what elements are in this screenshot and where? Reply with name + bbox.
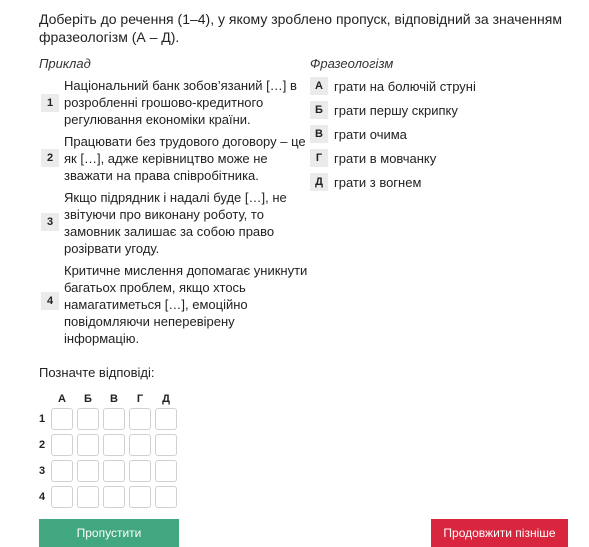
answer-cell-4-b[interactable]	[77, 486, 99, 508]
answer-cell-3-h[interactable]	[129, 460, 151, 482]
answer-cell-1-d[interactable]	[155, 408, 177, 430]
answer-cell-2-d[interactable]	[155, 434, 177, 456]
grid-column-header: А	[58, 393, 66, 405]
phrase-letter: Г	[310, 149, 328, 167]
grid-row-label: 4	[39, 491, 46, 503]
example-item-2	[39, 133, 307, 184]
answer-cell-3-d[interactable]	[155, 460, 177, 482]
example-text: Якщо підрядник і надалі буде […], не звітуючи про виконану роботу, то замовник залишає за собою право розірвати угоду.	[64, 190, 287, 256]
example-number: 1	[41, 94, 59, 112]
grid-column-header: Д	[162, 393, 170, 405]
phrase-text: грати першу скрипку	[334, 103, 458, 118]
answer-cell-1-h[interactable]	[129, 408, 151, 430]
answer-cell-2-a[interactable]	[51, 434, 73, 456]
phrase-text: грати на болючій струні	[334, 79, 476, 94]
phrase-letter: Д	[310, 173, 328, 191]
answer-cell-3-v[interactable]	[103, 460, 125, 482]
answer-cell-3-a[interactable]	[51, 460, 73, 482]
phrase-text: грати з вогнем	[334, 175, 422, 190]
task-instruction: Доберіть до речення (1–4), у якому зроблено пропуск, відповідний за значенням фразеологізм (А – Д).	[39, 11, 562, 45]
answer-cell-3-b[interactable]	[77, 460, 99, 482]
continue-later-button[interactable]: Продовжити пізніше	[431, 519, 568, 547]
phrase-letter: А	[310, 77, 328, 95]
examples-column-header: Приклад	[39, 56, 91, 71]
phrases-column-header: Фразеологізм	[310, 56, 394, 71]
answer-cell-4-v[interactable]	[103, 486, 125, 508]
answers-label: Позначте відповіді:	[39, 365, 155, 380]
example-item-3	[39, 189, 307, 257]
answer-cell-4-d[interactable]	[155, 486, 177, 508]
example-number: 3	[41, 213, 59, 231]
answer-cell-2-b[interactable]	[77, 434, 99, 456]
answer-cell-2-v[interactable]	[103, 434, 125, 456]
phrase-letter: Б	[310, 101, 328, 119]
grid-row-label: 1	[39, 413, 46, 425]
grid-column-header: Г	[136, 393, 144, 405]
answer-cell-1-a[interactable]	[51, 408, 73, 430]
answer-cell-4-h[interactable]	[129, 486, 151, 508]
grid-row-label: 3	[39, 465, 46, 477]
phrase-letter: В	[310, 125, 328, 143]
example-number: 4	[41, 292, 59, 310]
phrase-text: грати в мовчанку	[334, 151, 437, 166]
grid-row-label: 2	[39, 439, 46, 451]
answer-cell-1-b[interactable]	[77, 408, 99, 430]
example-text: Національний банк зобов’язаний […] в розробленні грошово-кредитного регулювання економіки країни.	[64, 78, 297, 127]
example-item-1	[39, 77, 307, 128]
example-text: Працювати без трудового договору – це як […], адже керівництво може не зважати на права співробітника.	[64, 134, 306, 183]
grid-column-header: В	[110, 393, 118, 405]
answer-cell-2-h[interactable]	[129, 434, 151, 456]
answer-cell-4-a[interactable]	[51, 486, 73, 508]
answer-cell-1-v[interactable]	[103, 408, 125, 430]
example-item-4	[39, 262, 308, 346]
example-number: 2	[41, 149, 59, 167]
grid-column-header: Б	[84, 393, 92, 405]
example-text: Критичне мислення допомагає уникнути багатьох проблем, якщо хтось намагатиметься […], емоційно повідомляючи неперевірену інформацію.	[64, 263, 308, 346]
phrase-text: грати очима	[334, 127, 407, 142]
skip-button[interactable]: Пропустити	[39, 519, 179, 547]
